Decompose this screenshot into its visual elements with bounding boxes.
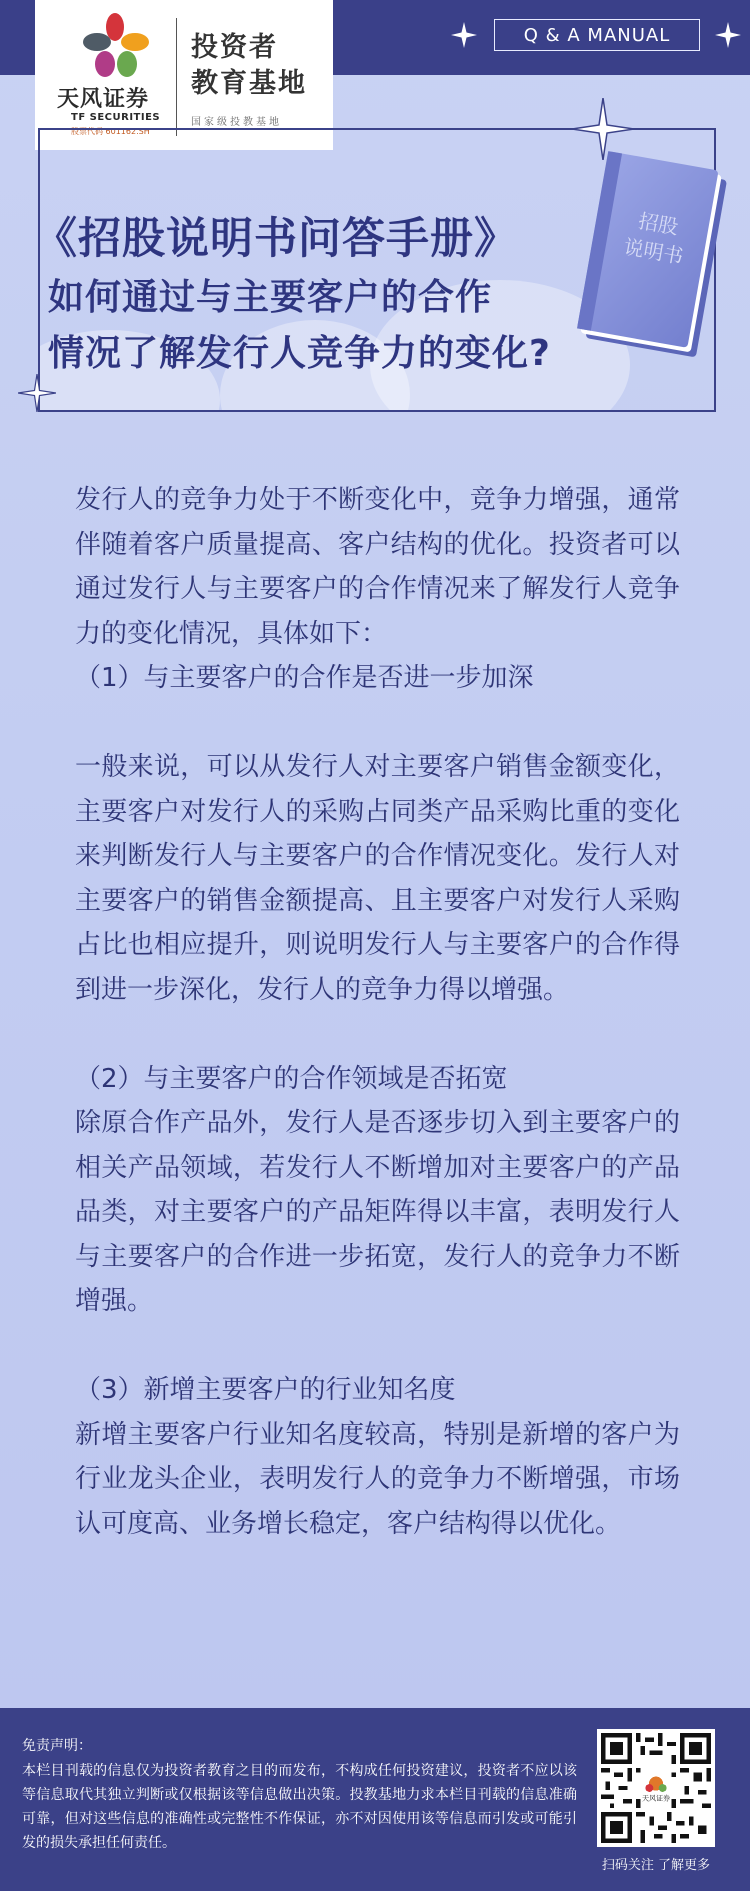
question-line1: 如何通过与主要客户的合作 (48, 277, 493, 318)
sparkle-icon (715, 22, 741, 48)
logo-text-en: TF SECURITIES (71, 112, 161, 123)
sparkle-icon (451, 22, 477, 48)
edu-base-title-line1: 投资者 (191, 32, 278, 63)
section-paragraph-3: 新增主要客户行业知名度较高，特别是新增的客户为行业龙头企业，表明发行人的竞争力不断增强，市场认可度高、业务增长稳定，客户结构得以优化。 (75, 1419, 680, 1539)
section-paragraph-1: 一般来说，可以从发行人对主要客户销售金额变化，主要客户对发行人的采购占同类产品采购比重的变化来判断发行人与主要客户的合作情况变化。发行人对主要客户的销售金额提高、且主要客户对发行人采购占比也相应提升，则说明发行人与主要客户的合作得到进一步深化，发行人的竞争力得以增强。 (75, 752, 680, 1005)
question-line2: 情况了解发行人竞争力的变化? (48, 333, 551, 374)
section-paragraph-2: 除原合作产品外，发行人是否逐步切入到主要客户的相关产品领域，若发行人不断增加对主要客户的产品品类，对主要客户的产品矩阵得以丰富，表明发行人与主要客户的合作进一步拓宽，发行人的竞争力不断增强。 (75, 1108, 680, 1316)
qr-caption: 扫码关注 了解更多 (601, 1858, 711, 1873)
qr-code[interactable] (597, 1729, 715, 1847)
section-heading-2: （2）与主要客户的合作领域是否拓宽 (75, 1063, 508, 1094)
book-line2: 说明书 (621, 234, 686, 269)
spacer (75, 701, 680, 746)
qr-center-label: 天风证券 (641, 1793, 671, 1803)
logo-text-cn: 天风证券 (57, 87, 150, 112)
spacer (75, 1012, 680, 1057)
stock-code: 股票代码 601162.SH (71, 127, 150, 136)
qr-code-icon (601, 1733, 711, 1843)
qa-manual-label: Q & A MANUAL (494, 19, 700, 51)
edu-base-title-line2: 教育基地 (191, 68, 307, 99)
logo-divider (176, 18, 177, 136)
manual-title: 《招股说明书问答手册》 (34, 214, 518, 264)
book-line1: 招股 (636, 208, 681, 240)
article-body (75, 478, 680, 1546)
intro-paragraph: 发行人的竞争力处于不断变化中，竞争力增强，通常伴随着客户质量提高、客户结构的优化。投资者可以通过发行人与主要客户的合作情况来了解发行人竞争力的变化情况，具体如下： (75, 485, 680, 649)
spacer (75, 1324, 680, 1369)
footer (0, 1708, 750, 1891)
flower-logo-icon (75, 12, 155, 82)
disclaimer-body: 本栏目刊载的信息仅为投资者教育之目的而发布，不构成任何投资建议，投资者不应以该等信息取代其独立判断或仅根据该等信息做出决策。投教基地力求本栏目刊载的信息准确可靠，但对这些信息的准确性或完整性不作保证，亦不对因使用该等信息而引发或可能引发的损失承担任何责任。 (22, 1763, 577, 1851)
edu-base-subtitle: 国家级投教基地 (191, 117, 282, 128)
disclaimer-title: 免责声明： (22, 1738, 92, 1754)
section-heading-1: （1）与主要客户的合作是否进一步加深 (75, 663, 534, 693)
prospectus-book-icon (560, 150, 740, 370)
edu-base-title (191, 30, 307, 102)
section-heading-3: （3）新增主要客户的行业知名度 (75, 1375, 456, 1405)
question-title (48, 270, 551, 382)
